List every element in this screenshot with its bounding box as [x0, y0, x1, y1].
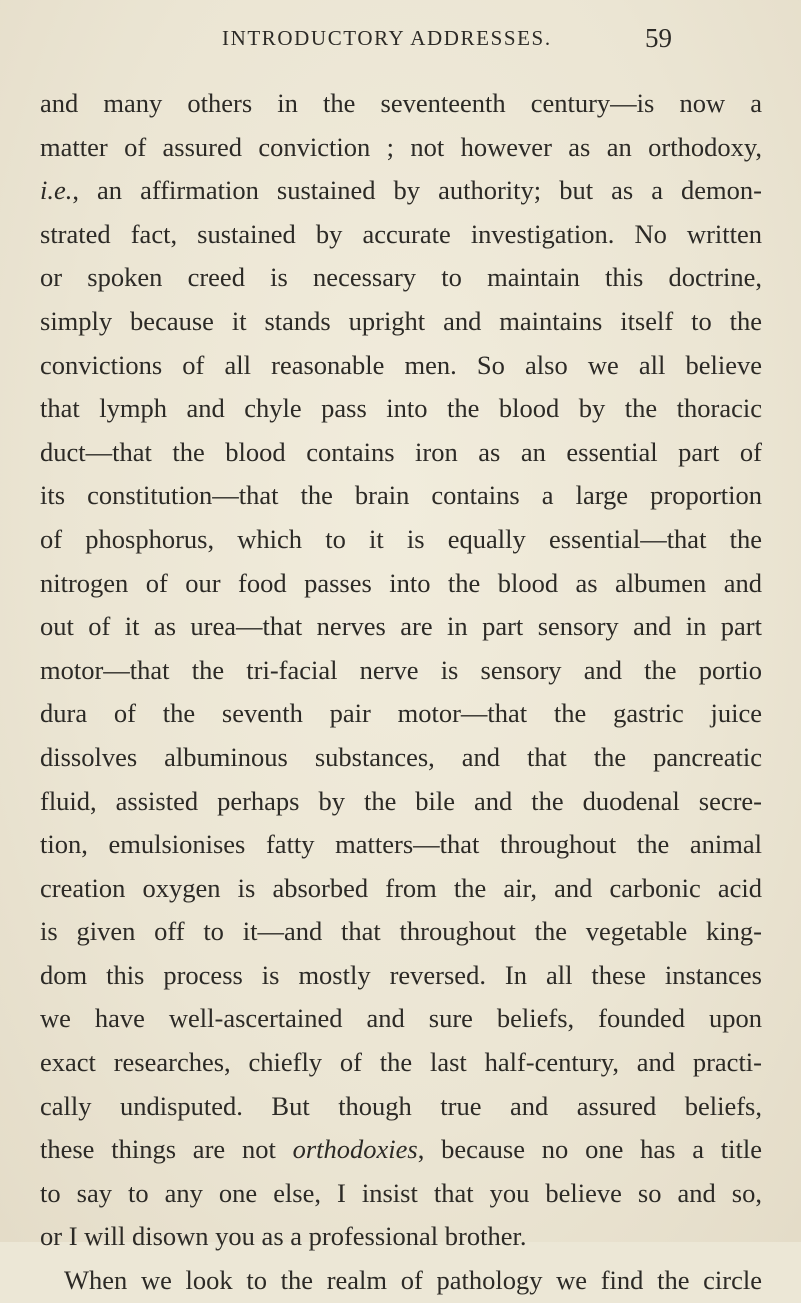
- text-line: matter of assured conviction ; not however as an orthodoxy,: [40, 131, 762, 162]
- text-line: [40, 1128, 762, 1172]
- text-line: to say to any one else, I insist that you believe so and so,: [40, 1177, 762, 1208]
- text-line: When we look to the realm of pathology we find the circle: [64, 1265, 762, 1296]
- page-number: 59: [645, 23, 672, 53]
- italic-abbreviation: i.e.: [40, 175, 73, 206]
- text-span: these things are not: [40, 1134, 293, 1165]
- text-line: strated fact, sustained by accurate investigation. No written: [40, 218, 762, 249]
- text-line: convictions of all reasonable men. So also we all believe: [40, 349, 762, 380]
- text-line: dissolves albuminous substances, and that the pancreatic: [40, 741, 762, 772]
- text-line: duct—that the blood contains iron as an essential part of: [40, 436, 762, 467]
- text-line: nitrogen of our food passes into the blood as albumen and: [40, 567, 762, 598]
- italic-word: orthodoxies: [292, 1134, 418, 1165]
- text-line: its constitution—that the brain contains a large proportion: [40, 480, 762, 511]
- body-text: [40, 82, 762, 1303]
- text-line: creation oxygen is absorbed from the air, and carbonic acid: [40, 872, 762, 903]
- page-header: [0, 23, 801, 60]
- text-line: or spoken creed is necessary to maintain this doctrine,: [40, 262, 762, 293]
- text-line: out of it as urea—that nerves are in part sensory and in part: [40, 611, 762, 642]
- text-span: , an affirmation sustained by authority; but as a demon-: [72, 175, 762, 206]
- text-line: [40, 169, 762, 213]
- text-line: simply because it stands upright and maintains itself to the: [40, 305, 762, 336]
- text-line: motor—that the tri-facial nerve is sensory and the portio: [40, 654, 762, 685]
- text-line: tion, emulsionises fatty matters—that throughout the animal: [40, 829, 762, 860]
- text-line: exact researches, chiefly of the last half-century, and practi-: [40, 1047, 762, 1078]
- text-line: and many others in the seventeenth century—is now a: [40, 88, 762, 118]
- text-line: is given off to it—and that throughout the vegetable king-: [40, 916, 762, 947]
- text-line: dura of the seventh pair motor—that the gastric juice: [40, 698, 762, 729]
- text-line: that lymph and chyle pass into the blood by the thoracic: [40, 393, 762, 424]
- text-line: cally undisputed. But though true and assured beliefs,: [40, 1090, 762, 1121]
- text-span: , because no one has a title: [417, 1134, 763, 1165]
- text-line: of phosphorus, which to it is equally essential—that the: [40, 523, 762, 554]
- paragraph-end-line: or I will disown you as a professional brother.: [40, 1221, 527, 1252]
- running-head: INTRODUCTORY ADDRESSES.: [222, 26, 552, 50]
- text-line: dom this process is mostly reversed. In all these instances: [40, 959, 762, 990]
- text-line: fluid, assisted perhaps by the bile and the duodenal secre-: [40, 785, 762, 816]
- text-line: we have well-ascertained and sure beliefs, founded upon: [40, 1003, 762, 1034]
